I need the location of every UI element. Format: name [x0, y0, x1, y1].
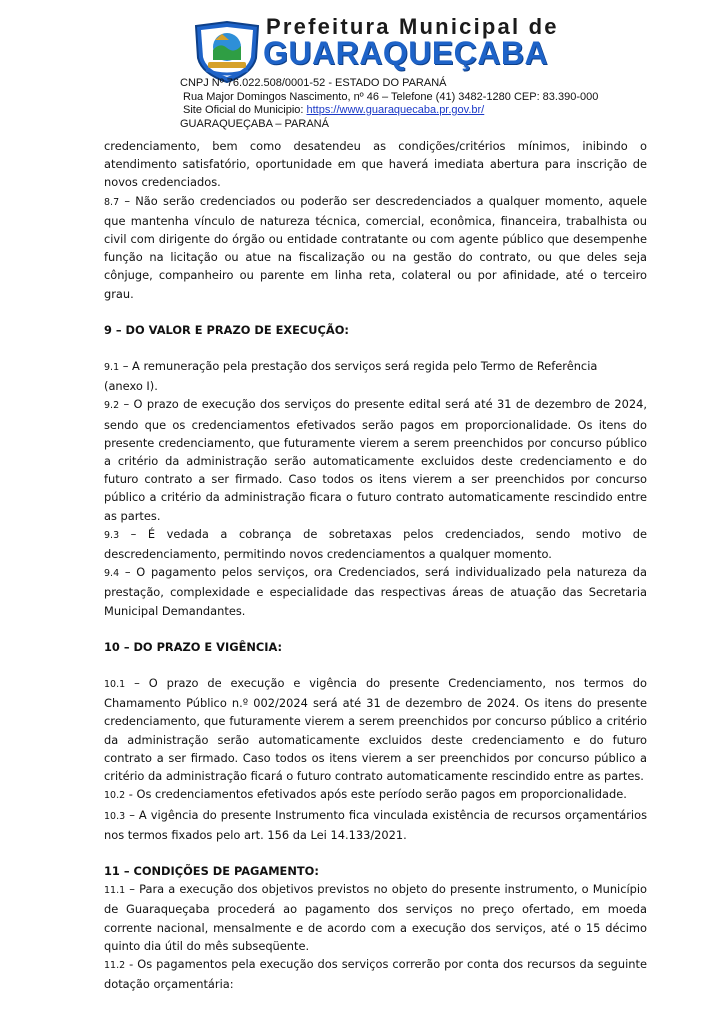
- section-heading-11: 11 – CONDIÇÕES DE PAGAMENTO:: [104, 863, 319, 878]
- header-site-link[interactable]: https://www.guaraquecaba.pr.gov.br/: [306, 104, 485, 116]
- clause-number: 8.7: [104, 196, 120, 208]
- header-title-line2: GUARAQUEÇABA: [263, 35, 549, 71]
- clause-text: - Os pagamentos pela execução dos serviços correrão por conta dos recursos da seguinte dotação orçamentária:: [104, 956, 647, 992]
- paragraph-10-1: [104, 674, 647, 785]
- document-body: [104, 137, 647, 993]
- paragraph-8-7: [104, 192, 647, 303]
- header-address-block: [180, 77, 598, 131]
- paragraph-9-1-annex: (anexo I).: [104, 379, 158, 394]
- clause-text: - Os credenciamentos efetivados após este período serão pagos em proporcionalidade.: [125, 787, 627, 802]
- clause-text: – O prazo de execução dos serviços do presente edital será até 31 de dezembro de 2024, sendo que os credenciamentos efetivados serão pagos em proporcionalidade. Os itens do presente credenciamento, que futuramente vierem a serem preenchidos por concurso público a critério da administração serão automaticamente excluidos deste credenciamento e do futuro contrato a ser firmado. Caso todos os itens vierem a ser preenchidos por concurso público a critério da administração ficara o futuro contrato automaticamente rescindido entre as partes.: [104, 397, 647, 523]
- paragraph-10-3: [104, 806, 647, 844]
- clause-number: 10.1: [104, 679, 126, 691]
- paragraph-intro: credenciamento, bem como desatendeu as condições/critérios mínimos, inibindo o atendimento satisfatório, oportunidade em que haverá imediata abertura para inscrição de novos credenciados.: [104, 139, 647, 190]
- paragraph-10-2: [104, 785, 647, 805]
- clause-text: – É vedada a cobrança de sobretaxas pelos credenciados, sendo motivo de descredenciamento, permitindo novos credenciamentos a qualquer momento.: [104, 526, 647, 562]
- paragraph-9-1: [104, 357, 647, 377]
- clause-number: 10.2: [104, 790, 126, 802]
- clause-text: – A remuneração pela prestação dos serviços será regida pelo Termo de Referência: [119, 359, 598, 374]
- clause-number: 10.3: [104, 810, 126, 822]
- clause-number: 9.4: [104, 568, 120, 580]
- letterhead: [0, 0, 723, 135]
- section-heading-10: 10 – DO PRAZO E VIGÊNCIA:: [104, 639, 283, 654]
- header-site-line: [180, 104, 598, 118]
- clause-text: – Não serão credenciados ou poderão ser descredenciados a qualquer momento, aquele que mantenha vínculo de natureza técnica, comercial, econômica, financeira, trabalhista ou civil com dirigente do órgão ou entidade contratante ou com agente público que desempenhe função na licitação ou atue na fiscalização ou na gestão do contrato, ou que deles seja cônjuge, companheiro ou parente em linha reta, colateral ou por afinidade, até o terceiro grau.: [104, 193, 647, 301]
- header-cnpj: CNPJ Nº 76.022.508/0001-52 - ESTADO DO PARANÁ: [180, 77, 447, 89]
- paragraph-9-2: [104, 395, 647, 524]
- clause-number: 9.1: [104, 362, 120, 374]
- clause-text: – O pagamento pelos serviços, ora Credenciados, será individualizado pela natureza da prestação, complexidade e especialidade das respectivas áreas de atuação das Secretaria Municipal Demandantes.: [104, 565, 647, 618]
- clause-number: 11.1: [104, 885, 126, 897]
- section-heading-9: 9 – DO VALOR E PRAZO DE EXECUÇÃO:: [104, 322, 349, 337]
- header-city-state: GUARAQUEÇABA – PARANÁ: [180, 117, 329, 130]
- clause-text: – A vigência do presente Instrumento fica vinculada existência de recursos orçamentários nos termos fixados pelo art. 156 da Lei 14.133/2021.: [104, 807, 647, 842]
- municipal-crest-icon: [192, 20, 262, 84]
- clause-text: – Para a execução dos objetivos previstos no objeto do presente instrumento, o Município de Guaraqueçaba procederá ao pagamento dos serviços no preço ofertado, em moeda corrente nacional, mensalmente e de acordo com a execução dos serviços, até o 15 décimo quinto dia útil do mês subseqüente.: [104, 882, 647, 953]
- paragraph-11-1: [104, 880, 647, 955]
- clause-text: – O prazo de execução e vigência do presente Credenciamento, nos termos do Chamamento Público n.º 002/2024 será até 31 de dezembro de 2024. Os itens do presente credenciamento, que futuramente vierem a serem preenchidos por concurso público a critério da administração serão automaticamente excluidos deste credenciamento e do futuro contrato a ser firmado. Caso todos os itens vierem a ser preenchidos por concurso público a critério da administração ficará o futuro contrato automaticamente rescindido entre as partes.: [104, 676, 647, 784]
- header-site-label: Site Oficial do Municipio:: [183, 104, 307, 116]
- header-address: Rua Major Domingos Nascimento, nº 46 – Telefone (41) 3482-1280 CEP: 83.390-000: [183, 90, 599, 103]
- clause-number: 9.2: [104, 400, 120, 412]
- paragraph-9-4: [104, 563, 647, 620]
- header-title-line1: Prefeitura Municipal de: [266, 14, 559, 39]
- clause-number: 9.3: [104, 529, 120, 541]
- clause-number: 11.2: [104, 959, 126, 971]
- paragraph-11-2: [104, 955, 647, 993]
- paragraph-9-3: [104, 525, 647, 563]
